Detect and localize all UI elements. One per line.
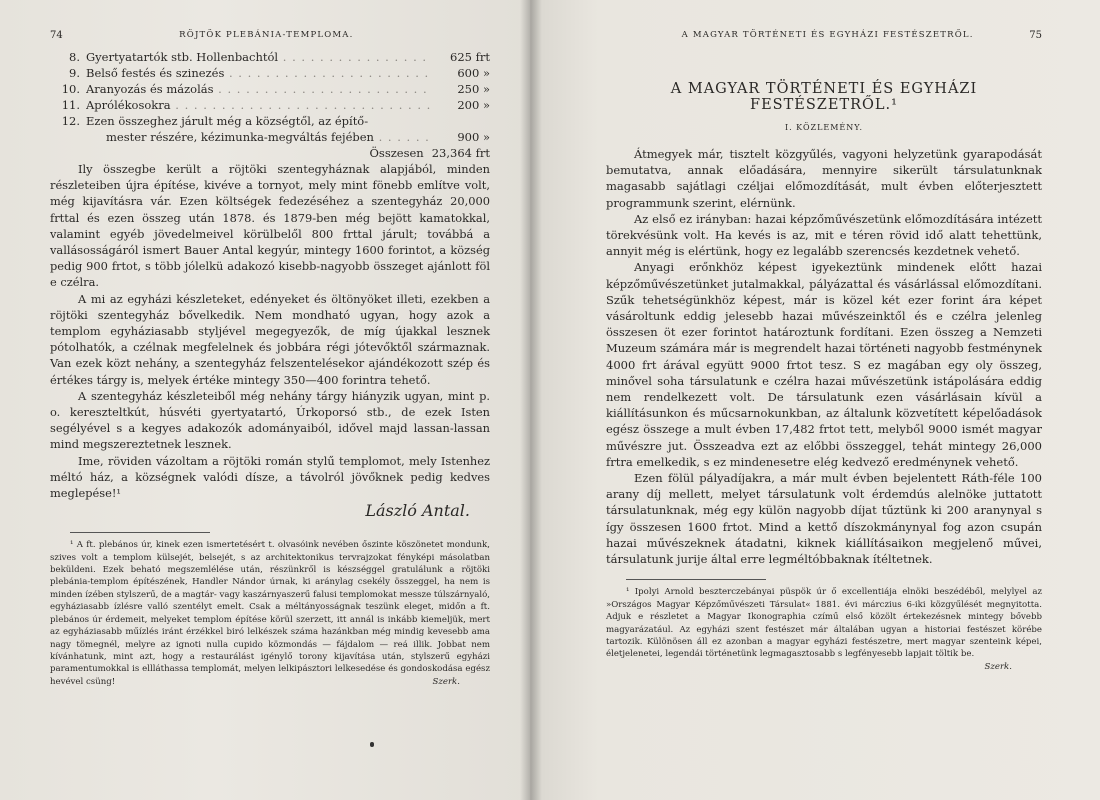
article-title: A MAGYAR TÖRTÉNETI ÉS EGYHÁZI FESTÉSZETRŐL.¹ — [670, 81, 978, 113]
ink-mark — [370, 742, 374, 747]
footnote: ¹ A ft. plebános úr, kinek ezen ismertetésért t. olvasóink nevében őszinte köszönetet mondunk, szives volt a templom külsejét, belsejét, s az architektonikus tervrajzokat fényképi másolatban beküldeni. Ezek beható megszemlélése után, részünkről is készséggel gratulálunk a röjtöki plebánia-templom építészének, Handler Nándor úrnak, ki aránylag csekély összeggel, ha nem is minden ízében stylszerű, de a magtár- vagy kaszárnyaszerű falusi templomokat messze túlszárnyaló, egyháziasabb ízlésre valló szentélyt emelt. Csak a méltányosságnak teszünk eleget, midőn a ft. plebános úr érdemeit, melyeket templom építése körül szerzett, itt annál is inkább kiemeljük, mert az egyháziasabb műízlés iránt érzékkel biró lelkészek száma hazánkban még mindig kevesebb ama nagy tömegnél, melyre az ignoti nulla cupido közmondás — fájdalom — reá illik. Jobbat nem kívánhatunk, mint azt, hogy a restaurálást igénylő torony kijavítása után, stylszerű egyházi paramentumokkal is ellláthassa templomát, melyen lelkipásztori lelkesedése és gondoskodása egész hevével csüng! Szerk. — [50, 540, 490, 687]
cost-list — [50, 49, 490, 161]
running-head-title: RÖJTÖK PLEBÁNIA-TEMPLOMA. — [179, 30, 354, 40]
paragraph: A szentegyház készleteiből még nehány tárgy hiányzik ugyan, mint p. o. kereszteltkút, húsvéti gyertyatartó, Úrkoporsó stb., de ezek Isten segélyével s a kegyes adakozók adományaiból, idővel majd lassan-lassan mind megszereztetnek lesznek. — [50, 388, 490, 452]
paragraph: Anyagi erőnkhöz képest igyekeztünk mindenek előtt hazai képzőművészetünket jutalmakkal, pályázattal és vásárlással előmozdítani. Szűk tehetségünkhöz képest, már is közel két ezer forint ára képet vásároltunk eddig jelesebb hazai művészeinktől és e czélra jelenleg összesen öt ezer forintot határoztunk fordítani. Ezen összeg a Nemzeti Muzeum számára már is megrendelt hazai történeti nagyobb festménynek 4000 frt árával együtt 9000 frtot tesz. S ez magában egy oly összeg, minővel soha társulatunk e czélra hazai művészetünk istápolására eddig nem rendelkezett volt. De társulatunk ezen vásárlásain kívül a kiállításunkon és műcsarnokunkban, az általunk közvetített képelőadások egész összege a mult évben 17,482 frtot tett, melyből 9000 ismét magyar művészre jut. Összeadva ezt az előbbi összeggel, tehát mintegy 26,000 frtra emelkedik, s ez mindenesetre elég kedvező eredménynek vehető. — [606, 260, 1042, 469]
author-signature: László Antal. — [365, 501, 470, 521]
total-row: Összesen 23,364 frt — [369, 146, 490, 160]
paragraph: Ezen fölül pályadíjakra, a már mult évben bejelentett Ráth-féle 100 arany díj mellett, melyet társulatunk volt érdemdús alelnöke juttatott társulatunknak, még egy külön nagyobb díjat tűztünk ki 200 aranynyal s így összesen 1600 frtot. Mind a kettő díszokmánynyal fog azon csupán hazai művészeknek átadatni, kiknek kiállításaikon megjelenő művei, társulatunk jurije által erre legméltóbbaknak ítéltetnek. — [606, 471, 1042, 567]
running-head — [606, 30, 1042, 41]
paragraph: A mi az egyházi készleteket, edényeket és öltönyöket illeti, ezekben a röjtöki szentegyház bővelkedik. Nem mondható ugyan, hogy azok a templom egyháziasabb styljével megegyezők, de míg újakkal lesznek pótolhatók, a czélnak megfelelnek és jobbára régi jótevőktől származnak. Van ezek közt nehány, a szentegyház felszentelésekor ajándékozott szép és értékes tárgy is, melyek értéke mintegy 350—400 forintra tehető. — [50, 291, 490, 387]
list-item: 12. Ezen összeghez járult még a községtől, az építő- — [61, 114, 369, 128]
running-head — [50, 30, 490, 41]
paragraph: Ime, röviden vázoltam a röjtöki román stylű templomot, mely Istenhez méltó ház, a községnek valódi dísze, a távolról jövőknek pedig kedves meglepése!¹ — [50, 453, 490, 501]
footnote: ¹ Ipolyi Arnold beszterczebányai püspök úr ő excellentiája elnöki beszédéből, melylyel az »Országos Magyar Képzőművészeti Társulat« 1881. évi márczius 6-iki közgyűlését megnyitotta. Adjuk e részletet a Magyar Ikonographia czímű első közölt értekezésnek mintegy bővebb magyarázatául. Az egyházi szent festészet már általában ugyan a historiai festészet körébe tartozik. Különösen áll ez azonban a magyar egyházi festészetre, mert magyar szenteink képei, életjelenetei, legendái történetünk legmagasztosabb s legfényesebb lapjait töltik be. Szerk. — [606, 587, 1042, 672]
right-page — [530, 0, 1100, 800]
paragraph: Az első ez irányban: hazai képzőművészetünk előmozdítására intézett törekvésünk volt. Ha kevés is az, mit e téren rövid idő alatt tehettünk, annyit még is elértünk, hogy ez legalább szerencsés kezdetnek vehető. — [606, 211, 1042, 259]
list-item: 8. Gyertyatartók stb. Hollenbachtól . . . 625 frt — [50, 49, 490, 65]
list-item: 11. Aprólékosokra . . . 200 » — [50, 97, 490, 113]
book-gutter — [520, 0, 542, 800]
paragraph: Ily összegbe került a röjtöki szentegyháznak alapjából, minden részleteiben újra építése, kivéve a tornyot, mely mint fönebb említve volt, még kijavításra vár. Ezen költségek fedezéséhez a szentegyház 20,000 frttal és ezen összeg után 1878. és 1879-ben még bejött kamatokkal, valamint egyéb jövedelmeivel körülbelől 800 frttal járult; továbbá a vallásosságáról ismert Bauer Antal kegyúr, mintegy 1600 forintot, a község pedig 900 frtot, s több jólelkü adakozó kisebb-nagyobb összeget ajánlott föl e czélra. — [50, 162, 490, 290]
page-number: 74 — [50, 30, 63, 41]
page-number: 75 — [1029, 30, 1042, 41]
list-item-continuation: mester részére, kézimunka-megváltás fejében . . . 900 » — [50, 129, 490, 145]
running-head-title: A MAGYAR TÖRTÉNETI ÉS EGYHÁZI FESTÉSZETRŐL. — [681, 30, 974, 40]
footnote-divider — [626, 579, 766, 580]
paragraph: Átmegyek már, tisztelt közgyűlés, vagyoni helyzetünk gyarapodását bemutatva, annak előadására, mennyire sikerült társulatunknak magasabb sajátlagi czéljai előmozdítását, mult évben előterjesztett programmunk szerint, elérnünk. — [606, 147, 1042, 210]
footnote-divider — [70, 532, 210, 533]
left-page — [0, 0, 530, 800]
footnote-signature: Szerk. — [432, 676, 460, 687]
list-item: 10. Aranyozás és mázolás . . . 250 » — [50, 81, 490, 97]
article-subtitle: I. KÖZLEMÉNY. — [784, 123, 864, 132]
footnote-signature: Szerk. — [984, 661, 1012, 672]
list-item: 9. Belső festés és szinezés . . . 600 » — [50, 65, 490, 81]
